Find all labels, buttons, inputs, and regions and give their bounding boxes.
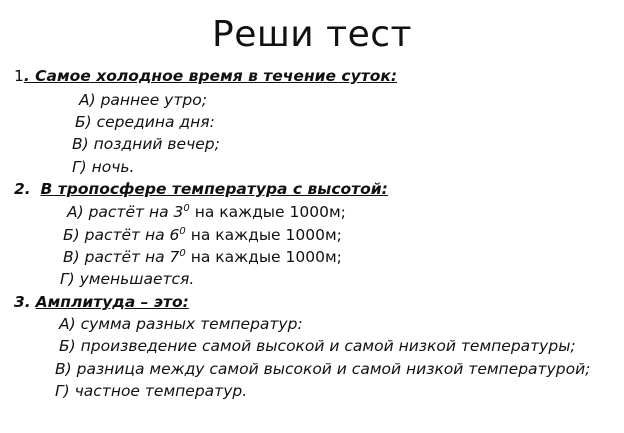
question-2 — [14, 179, 388, 199]
question-1-text: . Самое холодное время в течение суток: — [23, 67, 398, 85]
q1-option-d: Г) ночь. — [72, 158, 135, 176]
question-3 — [14, 292, 189, 312]
q2-option-b-degree: 0 — [179, 225, 186, 237]
q3-option-b: Б) произведение самой высокой и самой низкой температуры; — [59, 337, 576, 355]
question-3-number: 3. — [14, 293, 31, 311]
q3-option-d: Г) частное температур. — [55, 382, 248, 400]
q1-option-a: А) раннее утро; — [79, 91, 207, 109]
q3-option-c: В) разница между самой высокой и самой низкой температурой; — [55, 360, 591, 378]
q2-option-c-rate: на каждые 1000м; — [185, 248, 342, 266]
question-1-number: 1 — [14, 67, 24, 85]
page-title: Реши тест — [211, 14, 413, 55]
question-2-number: 2. — [14, 180, 31, 198]
q2-option-a-rate: на каждые 1000м; — [189, 203, 346, 221]
q2-option-b — [63, 225, 342, 245]
question-2-text: В тропосфере температура с высотой: — [40, 180, 388, 198]
q2-option-a-degree: 0 — [183, 202, 190, 214]
q3-option-a: А) сумма разных температур: — [59, 315, 303, 333]
q1-option-b: Б) середина дня: — [75, 113, 215, 131]
question-3-text: Амплитуда – это: — [35, 293, 189, 311]
question-1 — [14, 66, 397, 86]
q2-option-b-rate: на каждые 1000м; — [185, 226, 342, 244]
q2-option-c — [63, 247, 342, 267]
q2-option-d: Г) уменьшается. — [60, 270, 195, 288]
q2-option-b-text: Б) растёт на 6 — [63, 226, 180, 244]
q2-option-c-text: В) растёт на 7 — [63, 248, 180, 266]
q2-option-a-text: А) растёт на 3 — [67, 203, 184, 221]
q1-option-c: В) поздний вечер; — [72, 135, 220, 153]
q2-option-c-degree: 0 — [179, 247, 186, 259]
q2-option-a — [67, 202, 346, 222]
